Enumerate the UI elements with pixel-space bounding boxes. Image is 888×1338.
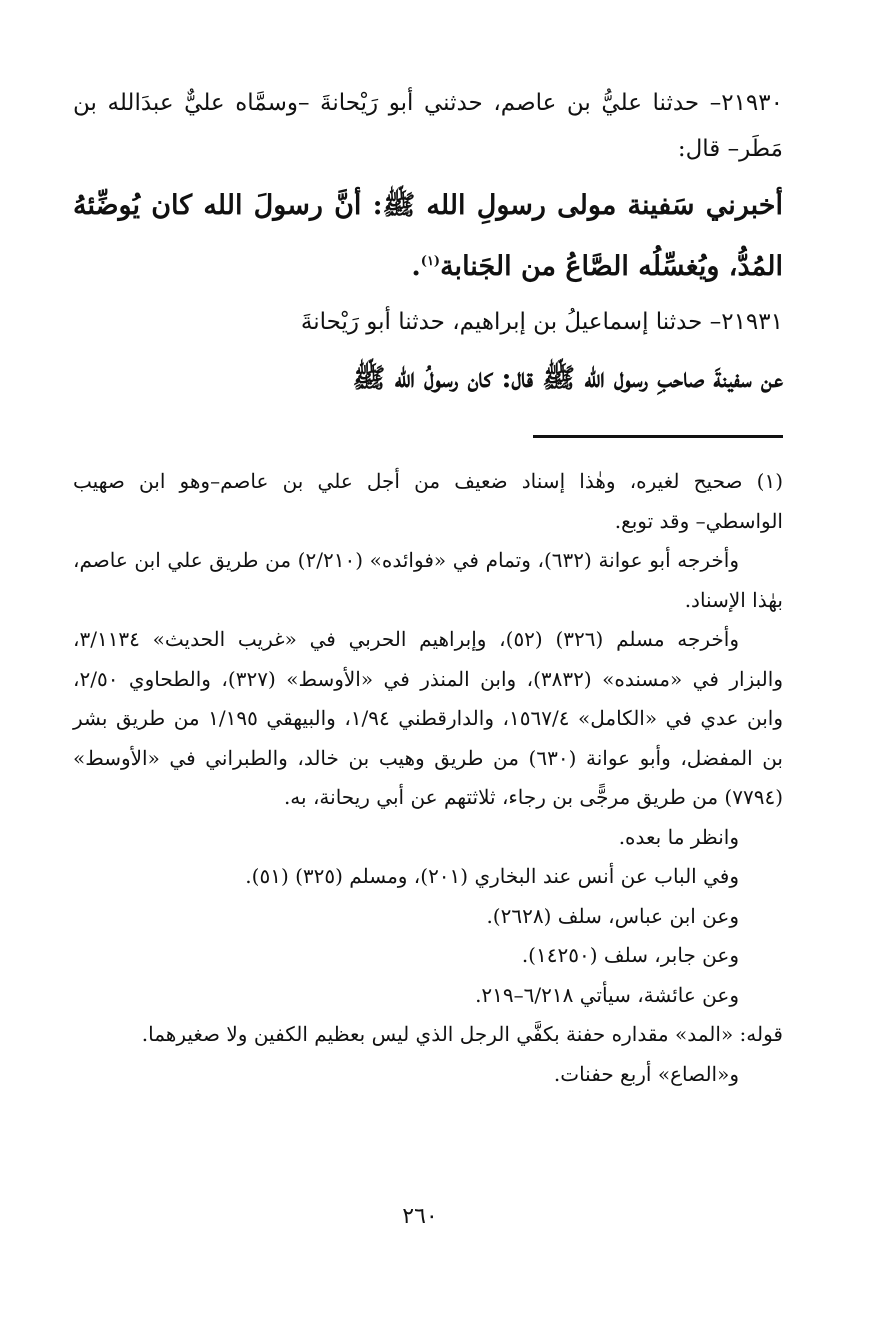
footnote-paragraph: وعن ابن عباس، سلف (٢٦٢٨).	[486, 903, 739, 928]
footnotes	[73, 462, 783, 1094]
hadith-21930-end: .	[411, 251, 421, 282]
footnote-paragraph: وانظر ما بعده.	[618, 824, 739, 849]
page-number: ٢٦٠	[402, 1204, 438, 1229]
footnote-paragraph: وأخرجه مسلم (٣٢٦) (٥٢)، وإبراهيم الحربي في «غريب الحديث» ٣/١١٣٤، والبزار في «مسنده» (٣٨٣٢)، وابن المنذر في «الأوسط» (٣٢٧)، والطحاوي ٢/٥٠، وابن عدي في «الكامل» ١٥٦٧/٤، والدارقطني ١/٩٤، والبيهقي ١/١٩٥ من طريق بشر بن المفضل، وأبو عوانة (٦٣٠) من طريق وهيب بن خالد، والطبراني في «الأوسط» (٧٧٩٤) من طريق مرجًّى بن رجاء، ثلاثتهم عن أبي ريحانة، به.	[73, 627, 783, 809]
hadith-21930-matn	[73, 178, 783, 295]
footnote-paragraph: قوله: «المد» مقداره حفنة بكفَّي الرجل الذي ليس بعظيم الكفين ولا صغيرهما.	[141, 1022, 783, 1046]
hadith-21930-matn-text: أخبرني سَفينة مولى رسولِ الله ﷺ: أنَّ رسولَ الله كان يُوضِّئهُ المُدُّ، ويُغسِّلُه الصَّاعُ من الجَنابة	[73, 190, 783, 282]
footnote-divider	[533, 435, 783, 438]
hadith-21931-isnad: ٢١٩٣١– حدثنا إسماعيلُ بن إبراهيم، حدثنا أبو رَيْحانةَ	[300, 309, 783, 335]
footnote-paragraph: وعن جابر، سلف (١٤٢٥٠).	[521, 943, 739, 967]
footnote-ref-1: (١)	[420, 254, 441, 269]
footnote-1: (١) صحيح لغيره، وهٰذا إسناد ضعيف من أجل علي بن عاصم–وهو ابن صهيب الواسطي– وقد توبع.	[73, 469, 783, 533]
footnote-paragraph: و«الصاع» أربع حفنات.	[553, 1061, 739, 1086]
footnote-paragraph: وأخرجه أبو عوانة (٦٣٢)، وتمام في «فوائده» (٢/٢١٠) من طريق علي ابن عاصم، بهٰذا الإسناد.	[73, 548, 783, 612]
footnote-paragraph: وعن عائشة، سيأتي ٦/٢١٨–٢١٩.	[475, 982, 739, 1007]
main-text	[73, 80, 783, 411]
hadith-21931-matn: عن سفينةَ صاحبِ رسول الله ﷺ قال: كان رسولُ الله ﷺ	[352, 363, 783, 394]
footnote-paragraph: وفي الباب عن أنس عند البخاري (٢٠١)، ومسلم (٣٢٥) (٥١).	[245, 864, 739, 888]
hadith-21930-isnad: ٢١٩٣٠– حدثنا عليُّ بن عاصم، حدثني أبو رَيْحانةَ –وسمَّاه عليٌّ عبدَالله بن مَطَر– قال:	[73, 90, 783, 162]
